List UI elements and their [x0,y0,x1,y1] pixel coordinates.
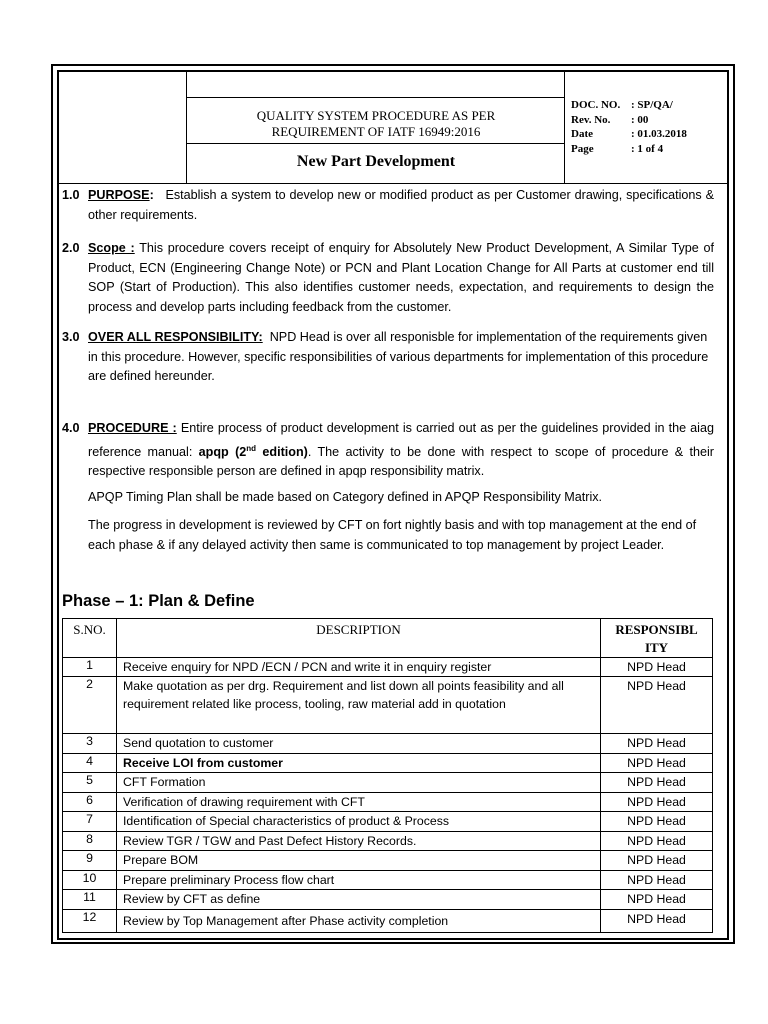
row-description: Identification of Special characteristics of product & Process [117,812,601,832]
table-row [63,812,713,832]
apqp-ref-end: edition) [256,444,308,459]
column-header-description: DESCRIPTION [117,619,601,658]
table-row [63,658,713,677]
section-text: NPD Head is over all responisble for implementation of the requirements given in this procedure. However, specific responsibilities of various departments for implementation of this procedure are defined hereunder. [88,330,709,383]
section-number: 2.0 [62,241,80,255]
section-text-after: . The activity to be done with respect to scope of procedure & their respective responsible person are defined in apqp responsibility matrix. [88,444,715,479]
section-body [88,328,714,387]
timing-plan-paragraph: APQP Timing Plan shall be made based on Category defined in APQP Responsibility Matrix. [88,490,603,504]
row-responsibility: NPD Head [601,658,713,677]
row-sno: 5 [63,773,117,793]
row-sno: 4 [63,754,117,773]
row-responsibility: NPD Head [601,754,713,773]
row-sno: 10 [63,871,117,890]
page-label: Page [571,142,594,155]
row-responsibility: NPD Head [601,793,713,812]
section-text: Establish a system to develop new or modified product as per Customer drawing, specifications & other requirements. [88,188,714,222]
table-row [63,832,713,851]
apqp-reference [199,445,308,459]
section-number: 4.0 [62,421,80,435]
row-sno: 3 [63,734,117,754]
row-description: Review by CFT as define [117,890,601,910]
page-value: : 1 of 4 [631,142,664,155]
header-divider-left [186,71,187,183]
header-divider-right [564,71,565,183]
row-description: Send quotation to customer [117,734,601,754]
row-sno: 12 [63,910,117,933]
section-heading: Scope : [88,241,135,255]
section-text: Entire process of product development is carried out as per the guidelines provided in the aiag reference manual: [88,421,714,459]
row-description: Verification of drawing requirement with CFT [117,793,601,812]
table-row [63,734,713,754]
row-responsibility: NPD Head [601,871,713,890]
phase-title: Phase – 1: Plan & Define [62,592,255,610]
table-row [63,890,713,910]
row-description: Review by Top Management after Phase activity completion [117,910,601,933]
row-responsibility: NPD Head [601,851,713,871]
row-sno: 6 [63,793,117,812]
row-responsibility: NPD Head [601,832,713,851]
doc-no-label: DOC. NO. [571,99,621,111]
doc-info-block [571,98,687,156]
section-procedure [62,419,714,482]
row-description: Prepare BOM [117,851,601,871]
row-description: Make quotation as per drg. Requirement and list down all points feasibility and all requirement related like process, tooling, raw material add in quotation [117,677,601,734]
apqp-ref-text: apqp (2 [198,444,247,459]
rev-label: Rev. No. [571,113,611,126]
row-description: Receive enquiry for NPD /ECN / PCN and write it in enquiry register [117,658,601,677]
section-number: 3.0 [62,330,80,344]
row-responsibility: NPD Head [601,890,713,910]
table-row [63,871,713,890]
row-responsibility: NPD Head [601,734,713,754]
row-responsibility: NPD Head [601,677,713,734]
table-row [63,851,713,871]
table-row [63,754,713,773]
row-description: Review TGR / TGW and Past Defect History Records. [117,832,601,851]
row-sno: 2 [63,677,117,734]
row-sno: 7 [63,812,117,832]
rev-value: : 00 [631,113,649,126]
column-header-responsibility: RESPONSIBL ITY [601,619,713,658]
header-title-line2: REQUIREMENT OF IATF 16949:2016 [271,124,481,139]
section-text: This procedure covers receipt of enquiry for Absolutely New Product Development, A Similar Type of Product, ECN (Engineering Change Note) or PCN and Plant Location Change for All Parts at customer end till SOP (Start of Production). This also identifies customer needs, expectation, and requirements to design the process and develop parts including feedback from the customer. [88,241,714,314]
header-line-top [186,97,565,98]
section-heading: PROCEDURE : [88,421,177,435]
phase-table [62,618,713,933]
date-value: : 01.03.2018 [631,128,687,140]
section-number: 1.0 [62,188,80,202]
doc-no-value: : SP/QA/ [631,99,673,111]
row-sno: 11 [63,890,117,910]
column-header-sno: S.NO. [63,619,117,658]
date-label: Date [571,128,593,140]
row-sno: 8 [63,832,117,851]
section-body [88,186,714,225]
row-responsibility: NPD Head [601,910,713,933]
section-heading: PURPOSE [88,188,150,202]
row-description: Prepare preliminary Process flow chart [117,871,601,890]
row-sno: 9 [63,851,117,871]
header-line-bottom [58,183,728,184]
section-purpose [62,186,714,225]
table-header-row [63,619,713,658]
row-responsibility: NPD Head [601,773,713,793]
row-sno: 1 [63,658,117,677]
table-row [63,773,713,793]
row-responsibility: NPD Head [601,812,713,832]
section-heading: OVER ALL RESPONSIBILITY: [88,330,263,344]
header-title-line1: QUALITY SYSTEM PROCEDURE AS PER [256,108,496,123]
heading-colon: : [149,188,154,202]
table-row [63,793,713,812]
header-subtitle: New Part Development [296,153,456,170]
table-row [63,910,713,933]
table-row [63,677,713,734]
section-responsibility [62,328,714,387]
section-body [88,239,714,317]
row-description: CFT Formation [117,773,601,793]
superscript: nd [246,443,257,453]
section-body [88,419,714,482]
header-line-mid [186,143,565,144]
progress-paragraph: The progress in development is reviewed by CFT on fort nightly basis and with top management at the end of each phase & if any delayed activity then same is communicated to top management by project Leader. [88,518,697,552]
row-description: Receive LOI from customer [117,754,601,773]
section-scope [62,239,714,317]
header-title [188,108,564,140]
